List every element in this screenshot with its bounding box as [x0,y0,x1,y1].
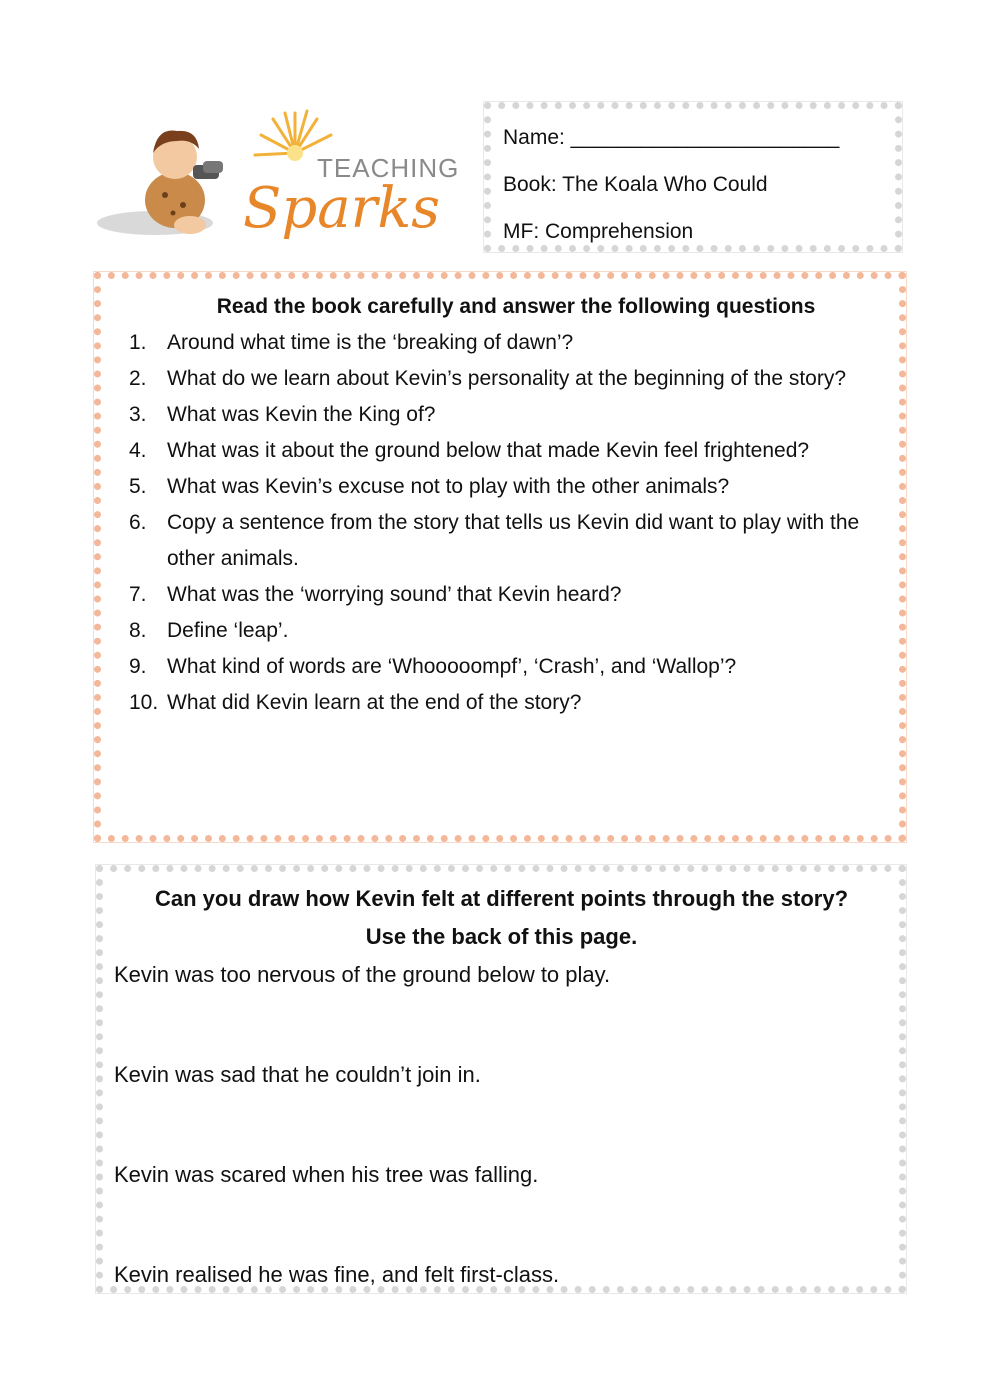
question-item [123,325,869,361]
question-number: 7. [129,583,147,606]
questions-heading: Read the book carefully and answer the following questions [216,295,816,318]
question-text: What kind of words are ‘Whooooompf’, ‘Crash’, and ‘Wallop’? [167,655,737,678]
drawing-heading-line2: Use the back of this page. [365,924,638,949]
question-item [123,397,869,433]
question-number: 9. [129,655,147,678]
feeling-prompt: Kevin was sad that he couldn’t join in. [114,1062,481,1087]
feeling-prompt: Kevin was too nervous of the ground below to play. [114,962,611,987]
question-text: Define ‘leap’. [167,619,289,642]
question-text: What was the ‘worrying sound’ that Kevin heard? [167,583,622,606]
question-text: What was Kevin’s excuse not to play with the other animals? [167,475,730,498]
questions-box [94,272,906,842]
drawing-box [96,865,906,1293]
questions-list [123,325,869,721]
teaching-sparks-logo [95,105,465,255]
question-text: What was it about the ground below that made Kevin feel frightened? [167,439,810,462]
question-item [123,469,869,505]
question-item [123,613,869,649]
logo-graphic [95,105,465,255]
question-text: Copy a sentence from the story that tells us Kevin did want to play with the other animals. [167,511,860,570]
feeling-prompt: Kevin realised he was fine, and felt first-class. [114,1262,560,1287]
question-item [123,361,869,397]
question-item [123,433,869,469]
question-text: What do we learn about Kevin’s personality at the beginning of the story? [167,367,847,390]
info-box [484,102,902,252]
question-text: What was Kevin the King of? [167,403,436,426]
question-text: What did Kevin learn at the end of the story? [167,691,582,714]
logo-text-top: TEACHING [317,153,460,183]
logo-text-bottom: Sparks [243,176,441,241]
question-item [123,649,869,685]
question-item [123,685,869,721]
question-number: 2. [129,367,147,390]
question-number: 10. [129,691,159,714]
question-number: 4. [129,439,147,462]
question-number: 6. [129,511,147,534]
book-label: Book: The Koala Who Could [503,173,768,196]
question-item [123,577,869,613]
question-number: 5. [129,475,147,498]
name-field[interactable]: Name: _______________________ [503,126,840,149]
drawing-heading-line1: Can you draw how Kevin felt at different points through the story? [154,886,849,911]
feeling-prompt: Kevin was scared when his tree was falling. [114,1162,539,1187]
question-number: 3. [129,403,147,426]
question-number: 8. [129,619,147,642]
question-number: 1. [129,331,147,354]
mf-label: MF: Comprehension [503,220,694,243]
question-text: Around what time is the ‘breaking of dawn’? [167,331,574,354]
question-item [123,505,869,577]
